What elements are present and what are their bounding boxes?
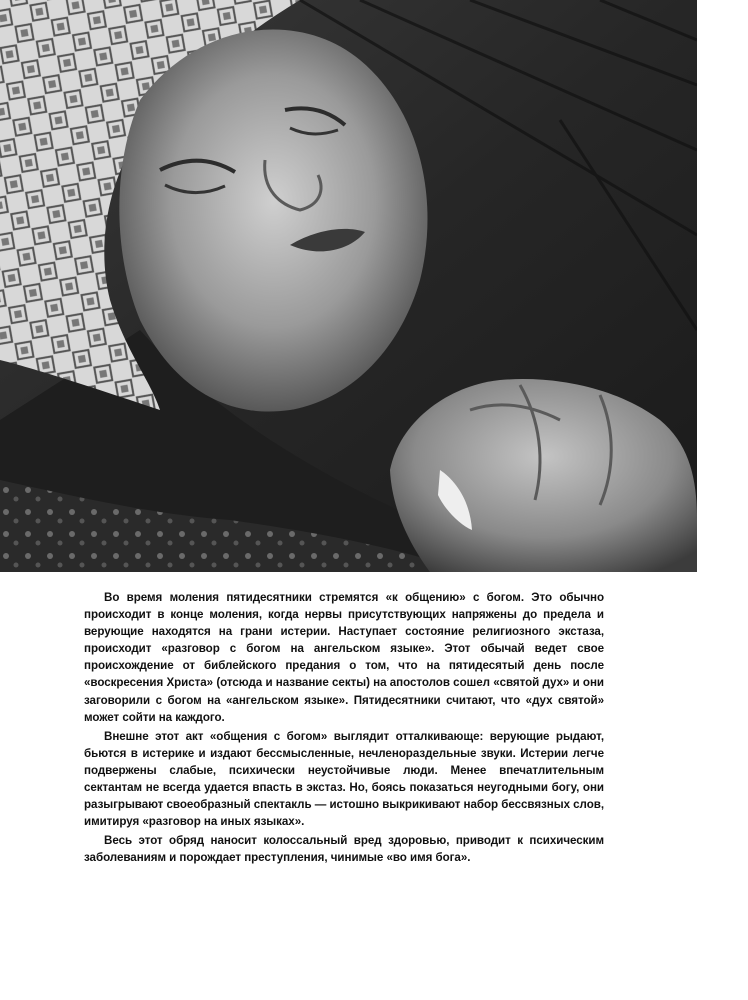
paragraph-1: Во время моления пятидесятники стремятся «к общению» с богом. Это обычно происходит в конце моления, когда нервы присутствующих напряжены до предела и верующие находятся на грани истерии. Наступает состояние религиозного экстаза, происходит «разговор с богом на ангельском языке». Этот обычай ведет свое происхождение от библейского предания о том, что на пятидесятый день после «воскресения Христа» (отсюда и название секты) на апостолов сошел «святой дух» и они заговорили с богом на «ангельском языке». Пятидесятники считают, что «дух святой» может сойти на каждого. — [84, 591, 604, 724]
paragraph-2: Внешне этот акт «общения с богом» выглядит отталкивающе: верующие рыдают, бьются в истерике и издают бессмысленные, нечленораздельные звуки. Истерии легче подвержены слабые, психически неустойчивые люди. Менее впечатлительным сектантам не всегда удается впасть в экстаз. Но, боясь показаться неугодными богу, они разыгрывают своеобразный спектакль — истошно выкрикивают набор бессвязных слов, имитируя «разговор на иных языках». — [84, 729, 604, 829]
article-text — [84, 589, 604, 867]
paragraph-3: Весь этот обряд наносит колоссальный вред здоровью, приводит к психическим заболеваниям и порождает преступления, чинимые «во имя бога». — [84, 834, 604, 865]
